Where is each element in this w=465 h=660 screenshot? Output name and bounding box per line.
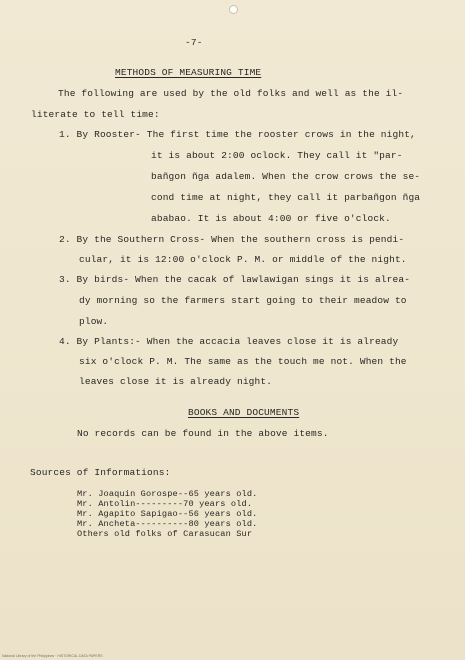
page-title: METHODS OF MEASURING TIME bbox=[115, 67, 262, 78]
item-3-line-3: plow. bbox=[79, 316, 109, 327]
punch-hole bbox=[229, 5, 238, 14]
item-1-line-1: 1. By Rooster- The first time the rooster crows in the night, bbox=[59, 129, 416, 140]
source-item: Mr. Ancheta----------80 years old. bbox=[77, 519, 258, 529]
item-1-line-3: bañgon ñga adalem. When the crow crows the se- bbox=[151, 171, 421, 182]
books-heading: BOOKS AND DOCUMENTS bbox=[188, 407, 300, 418]
item-3-line-1: 3. By birds- When the cacak of lawlawigan sings it is alrea- bbox=[59, 274, 411, 285]
item-1-line-4: cond time at night, they call it parbañgon ñga bbox=[151, 192, 421, 203]
source-item: Mr. Joaquin Gorospe--65 years old. bbox=[77, 489, 258, 499]
source-item: Others old folks of Carasucan Sur bbox=[77, 529, 253, 539]
item-3-line-2: dy morning so the farmers start going to their meadow to bbox=[79, 295, 407, 306]
intro-line-2: literate to tell time: bbox=[31, 109, 160, 120]
item-1-line-5: ababao. It is about 4:00 or five o'clock. bbox=[151, 213, 391, 224]
item-2-line-2: cular, it is 12:00 o'clock P. M. or middle of the night. bbox=[79, 254, 407, 265]
item-2-line-1: 2. By the Southern Cross- When the southern cross is pendi- bbox=[59, 234, 405, 245]
source-item: Mr. Antolin---------70 years old. bbox=[77, 499, 253, 509]
item-4-line-1: 4. By Plants:- When the accacia leaves close it is already bbox=[59, 336, 399, 347]
sources-heading: Sources of Informations: bbox=[30, 467, 171, 478]
item-4-line-3: leaves close it is already night. bbox=[79, 376, 273, 387]
item-4-line-2: six o'clock P. M. The same as the touch me not. When the bbox=[79, 356, 407, 367]
item-1-line-2: it is about 2:00 oclock. They call it "par- bbox=[151, 150, 403, 161]
books-text: No records can be found in the above items. bbox=[77, 428, 329, 439]
source-item: Mr. Agapito Sapigao--56 years old. bbox=[77, 509, 258, 519]
archive-footer: National Library of the Philippines · HISTORICAL DATA PAPERS bbox=[2, 654, 103, 658]
page-number: -7- bbox=[185, 37, 203, 48]
intro-line-1: The following are used by the old folks and well as the il- bbox=[58, 88, 404, 99]
